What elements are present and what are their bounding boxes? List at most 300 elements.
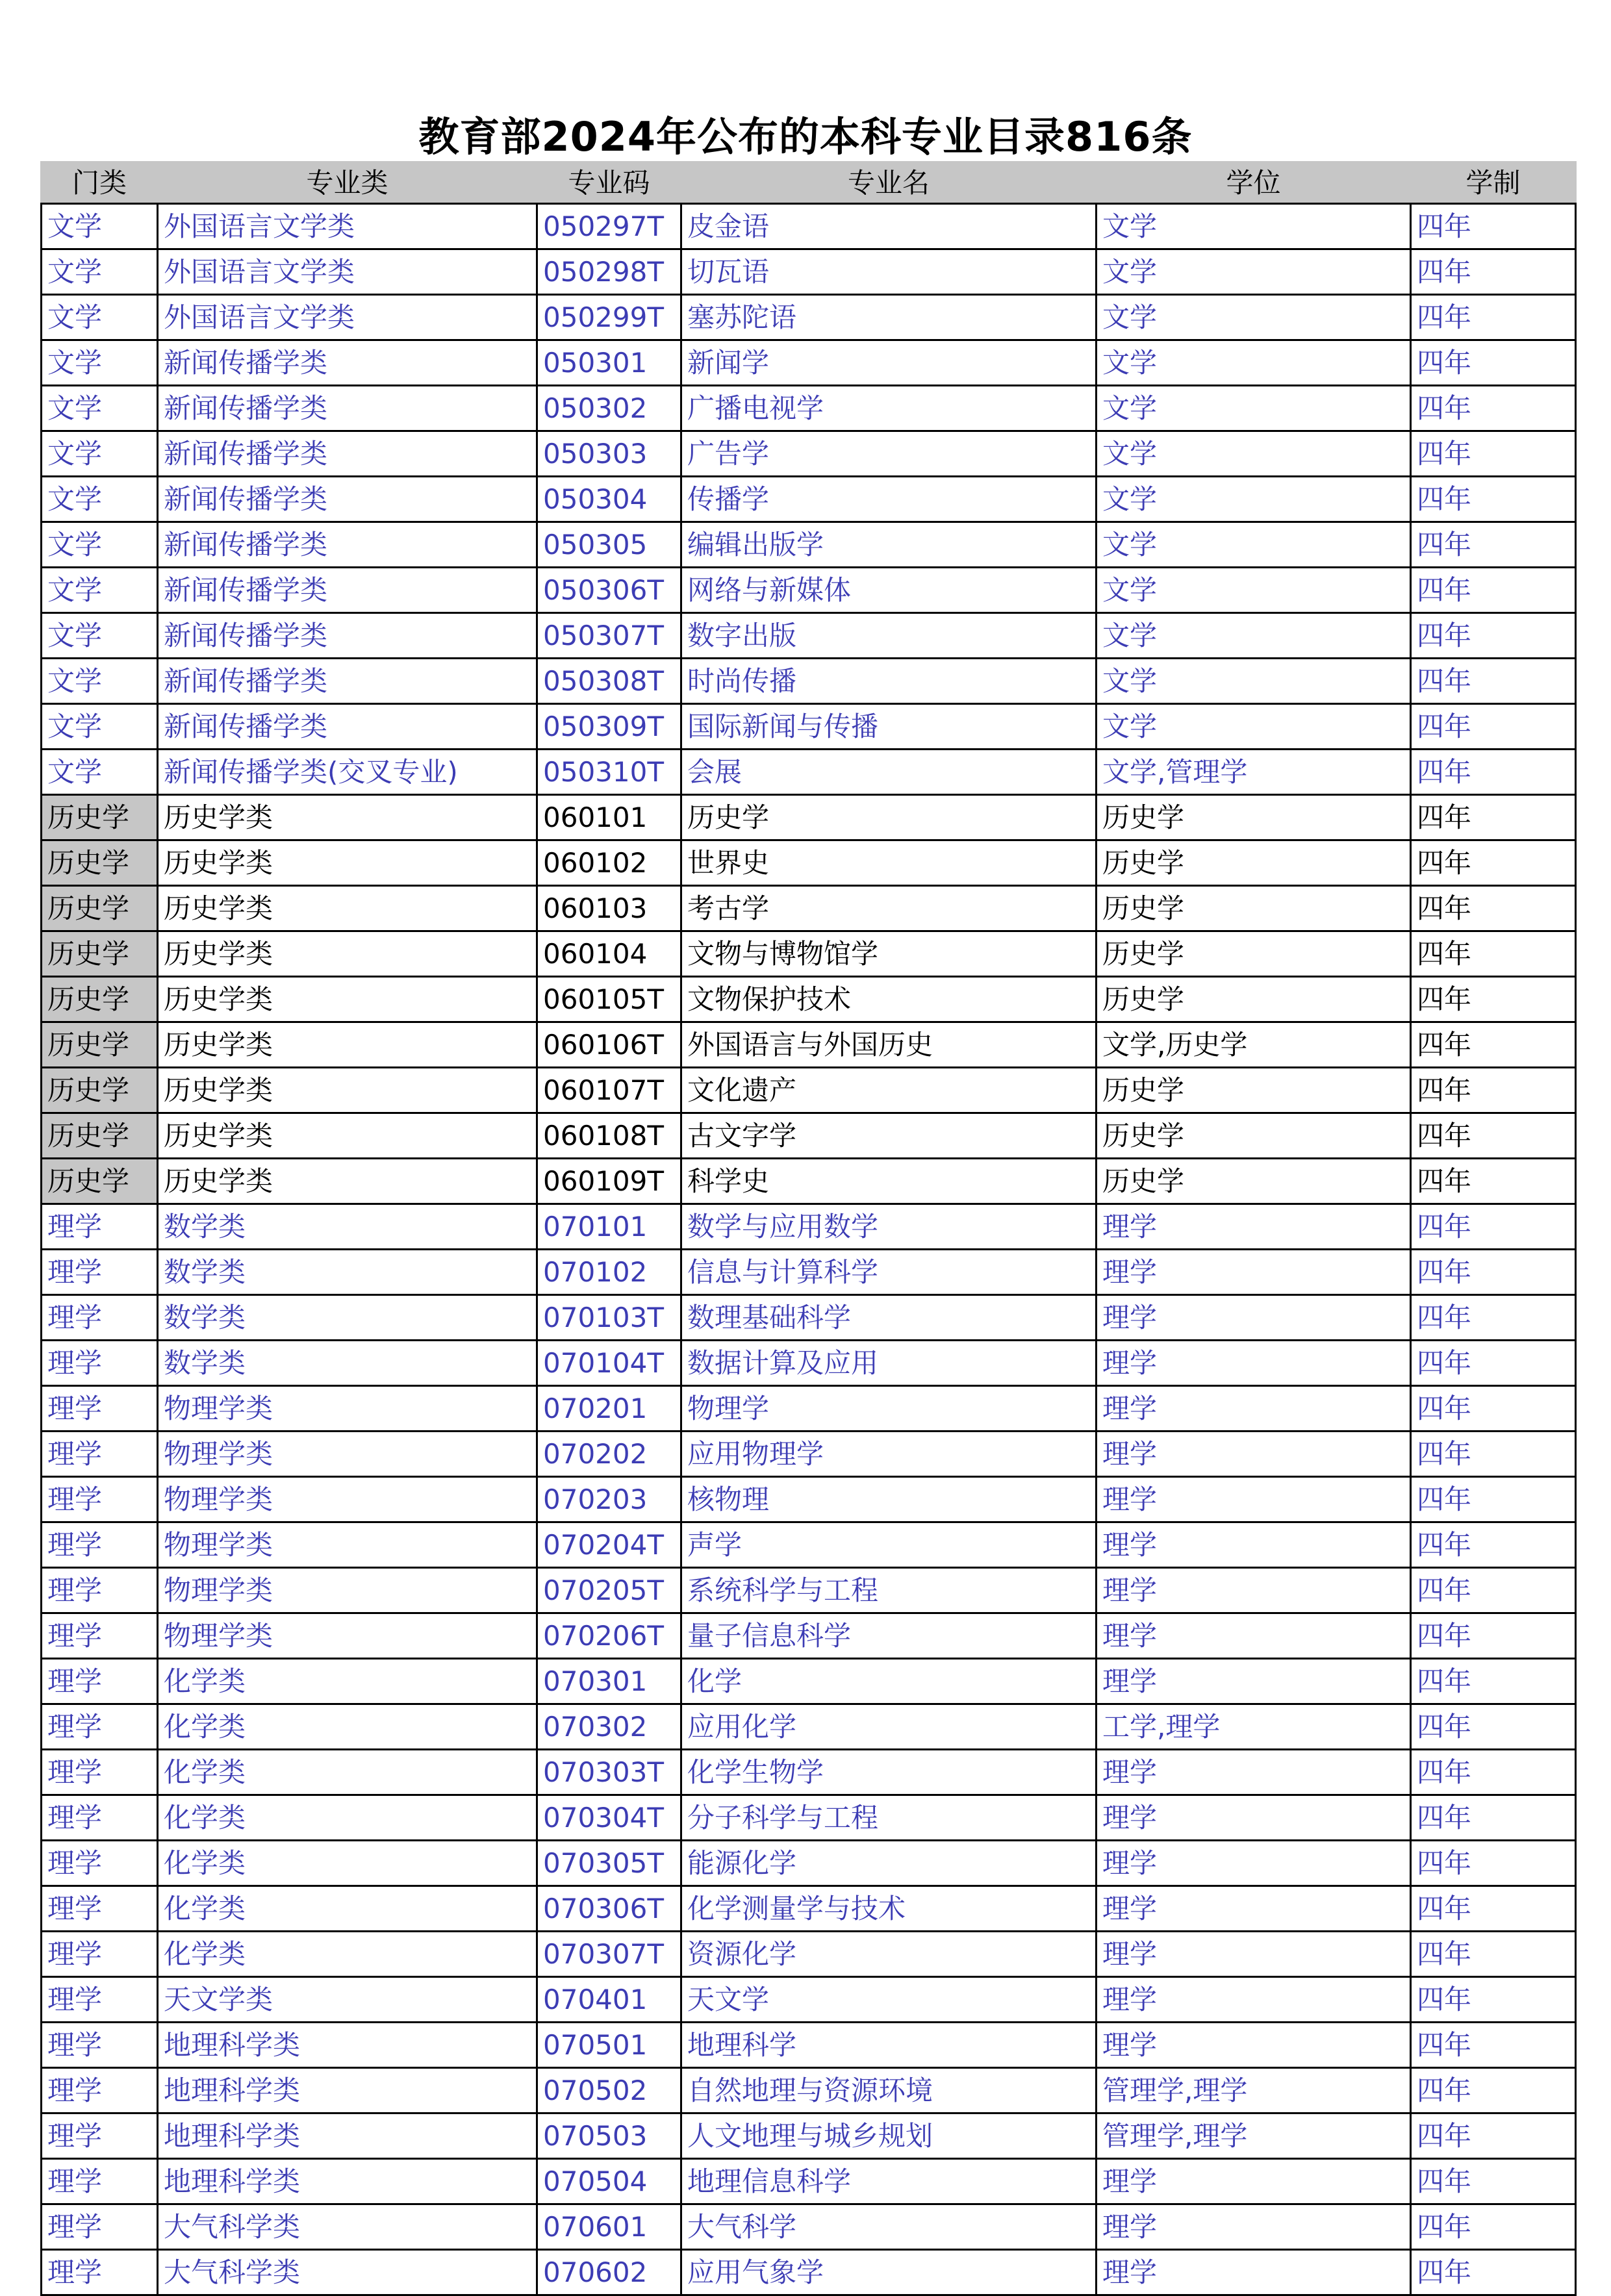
table-row bbox=[42, 1250, 1576, 1295]
cell-duration: 四年 bbox=[1411, 2159, 1576, 2204]
cell-name: 数理基础科学 bbox=[681, 1295, 1097, 1341]
cell-duration: 四年 bbox=[1411, 977, 1576, 1022]
cell-code: 070205T bbox=[537, 1568, 681, 1613]
cell-category: 理学 bbox=[42, 2068, 158, 2113]
cell-name: 人文地理与城乡规划 bbox=[681, 2113, 1097, 2159]
cell-name: 文物保护技术 bbox=[681, 977, 1097, 1022]
header-row bbox=[42, 161, 1576, 204]
cell-degree: 文学 bbox=[1097, 295, 1411, 340]
table-row bbox=[42, 1568, 1576, 1613]
cell-category: 理学 bbox=[42, 1386, 158, 1432]
cell-name: 化学 bbox=[681, 1659, 1097, 1704]
cell-degree: 理学 bbox=[1097, 1795, 1411, 1841]
cell-group: 地理科学类 bbox=[158, 2159, 537, 2204]
cell-duration: 四年 bbox=[1411, 1795, 1576, 1841]
cell-name: 地理信息科学 bbox=[681, 2159, 1097, 2204]
cell-group: 新闻传播学类 bbox=[158, 613, 537, 659]
cell-code: 070502 bbox=[537, 2068, 681, 2113]
cell-name: 皮金语 bbox=[681, 204, 1097, 249]
cell-category: 文学 bbox=[42, 704, 158, 750]
cell-category: 历史学 bbox=[42, 1159, 158, 1204]
cell-degree: 文学 bbox=[1097, 249, 1411, 295]
cell-group: 新闻传播学类 bbox=[158, 704, 537, 750]
cell-name: 新闻学 bbox=[681, 340, 1097, 386]
cell-duration: 四年 bbox=[1411, 522, 1576, 568]
table-row bbox=[42, 1795, 1576, 1841]
cell-degree: 历史学 bbox=[1097, 1113, 1411, 1159]
cell-code: 060109T bbox=[537, 1159, 681, 1204]
cell-group: 物理学类 bbox=[158, 1477, 537, 1522]
cell-duration: 四年 bbox=[1411, 2204, 1576, 2250]
cell-group: 新闻传播学类 bbox=[158, 386, 537, 431]
cell-group: 数学类 bbox=[158, 1341, 537, 1386]
table-row bbox=[42, 1659, 1576, 1704]
cell-code: 050302 bbox=[537, 386, 681, 431]
cell-group: 化学类 bbox=[158, 1750, 537, 1795]
cell-group: 历史学类 bbox=[158, 886, 537, 931]
cell-category: 历史学 bbox=[42, 1113, 158, 1159]
table-row bbox=[42, 431, 1576, 477]
cell-duration: 四年 bbox=[1411, 2113, 1576, 2159]
cell-name: 会展 bbox=[681, 750, 1097, 795]
cell-degree: 理学 bbox=[1097, 1841, 1411, 1886]
cell-category: 历史学 bbox=[42, 977, 158, 1022]
table-row bbox=[42, 840, 1576, 886]
cell-category: 文学 bbox=[42, 295, 158, 340]
cell-group: 化学类 bbox=[158, 1886, 537, 1932]
cell-duration: 四年 bbox=[1411, 568, 1576, 613]
cell-group: 新闻传播学类 bbox=[158, 659, 537, 704]
cell-code: 070203 bbox=[537, 1477, 681, 1522]
table-row bbox=[42, 659, 1576, 704]
cell-degree: 理学 bbox=[1097, 1522, 1411, 1568]
cell-group: 化学类 bbox=[158, 1704, 537, 1750]
cell-group: 地理科学类 bbox=[158, 2023, 537, 2068]
table-row bbox=[42, 2023, 1576, 2068]
cell-code: 070401 bbox=[537, 1977, 681, 2023]
cell-degree: 理学 bbox=[1097, 1659, 1411, 1704]
cell-code: 070102 bbox=[537, 1250, 681, 1295]
cell-degree: 理学 bbox=[1097, 1386, 1411, 1432]
cell-name: 化学生物学 bbox=[681, 1750, 1097, 1795]
cell-code: 070303T bbox=[537, 1750, 681, 1795]
cell-category: 理学 bbox=[42, 2113, 158, 2159]
cell-name: 历史学 bbox=[681, 795, 1097, 840]
cell-name: 应用物理学 bbox=[681, 1432, 1097, 1477]
table-row bbox=[42, 2159, 1576, 2204]
cell-duration: 四年 bbox=[1411, 1568, 1576, 1613]
cell-degree: 理学 bbox=[1097, 1613, 1411, 1659]
cell-code: 050299T bbox=[537, 295, 681, 340]
cell-duration: 四年 bbox=[1411, 659, 1576, 704]
cell-degree: 理学 bbox=[1097, 2250, 1411, 2295]
cell-category: 理学 bbox=[42, 1704, 158, 1750]
cell-group: 外国语言文学类 bbox=[158, 295, 537, 340]
cell-category: 文学 bbox=[42, 204, 158, 249]
cell-category: 文学 bbox=[42, 431, 158, 477]
table-row bbox=[42, 295, 1576, 340]
cell-group: 新闻传播学类(交叉专业) bbox=[158, 750, 537, 795]
cell-name: 数学与应用数学 bbox=[681, 1204, 1097, 1250]
cell-degree: 历史学 bbox=[1097, 795, 1411, 840]
cell-duration: 四年 bbox=[1411, 1522, 1576, 1568]
cell-name: 文物与博物馆学 bbox=[681, 931, 1097, 977]
cell-name: 声学 bbox=[681, 1522, 1097, 1568]
cell-degree: 理学 bbox=[1097, 1295, 1411, 1341]
cell-group: 新闻传播学类 bbox=[158, 477, 537, 522]
cell-duration: 四年 bbox=[1411, 1022, 1576, 1068]
cell-name: 塞苏陀语 bbox=[681, 295, 1097, 340]
cell-degree: 理学 bbox=[1097, 2023, 1411, 2068]
table-row bbox=[42, 2250, 1576, 2295]
cell-duration: 四年 bbox=[1411, 1886, 1576, 1932]
cell-code: 060106T bbox=[537, 1022, 681, 1068]
cell-group: 化学类 bbox=[158, 1659, 537, 1704]
cell-category: 理学 bbox=[42, 1477, 158, 1522]
cell-duration: 四年 bbox=[1411, 1659, 1576, 1704]
cell-code: 050301 bbox=[537, 340, 681, 386]
cell-group: 新闻传播学类 bbox=[158, 522, 537, 568]
cell-duration: 四年 bbox=[1411, 1204, 1576, 1250]
cell-degree: 理学 bbox=[1097, 1250, 1411, 1295]
table-row bbox=[42, 1704, 1576, 1750]
cell-group: 地理科学类 bbox=[158, 2068, 537, 2113]
cell-name: 外国语言与外国历史 bbox=[681, 1022, 1097, 1068]
cell-duration: 四年 bbox=[1411, 2068, 1576, 2113]
cell-duration: 四年 bbox=[1411, 886, 1576, 931]
cell-name: 国际新闻与传播 bbox=[681, 704, 1097, 750]
cell-category: 理学 bbox=[42, 1568, 158, 1613]
cell-category: 理学 bbox=[42, 1204, 158, 1250]
header-code: 专业码 bbox=[537, 161, 681, 204]
cell-degree: 理学 bbox=[1097, 1977, 1411, 2023]
cell-degree: 历史学 bbox=[1097, 977, 1411, 1022]
cell-duration: 四年 bbox=[1411, 1250, 1576, 1295]
cell-degree: 文学 bbox=[1097, 613, 1411, 659]
cell-code: 070306T bbox=[537, 1886, 681, 1932]
cell-degree: 历史学 bbox=[1097, 1068, 1411, 1113]
cell-duration: 四年 bbox=[1411, 477, 1576, 522]
table-row bbox=[42, 886, 1576, 931]
cell-duration: 四年 bbox=[1411, 249, 1576, 295]
cell-category: 文学 bbox=[42, 249, 158, 295]
cell-duration: 四年 bbox=[1411, 750, 1576, 795]
cell-name: 系统科学与工程 bbox=[681, 1568, 1097, 1613]
cell-degree: 文学 bbox=[1097, 431, 1411, 477]
cell-degree: 管理学,理学 bbox=[1097, 2113, 1411, 2159]
cell-category: 理学 bbox=[42, 2159, 158, 2204]
table-row bbox=[42, 1295, 1576, 1341]
cell-duration: 四年 bbox=[1411, 2023, 1576, 2068]
cell-code: 070204T bbox=[537, 1522, 681, 1568]
cell-duration: 四年 bbox=[1411, 1841, 1576, 1886]
cell-degree: 理学 bbox=[1097, 2204, 1411, 2250]
table-row bbox=[42, 1341, 1576, 1386]
cell-name: 科学史 bbox=[681, 1159, 1097, 1204]
cell-group: 物理学类 bbox=[158, 1613, 537, 1659]
cell-degree: 管理学,理学 bbox=[1097, 2068, 1411, 2113]
cell-category: 文学 bbox=[42, 613, 158, 659]
cell-duration: 四年 bbox=[1411, 1295, 1576, 1341]
cell-group: 物理学类 bbox=[158, 1568, 537, 1613]
table-row bbox=[42, 795, 1576, 840]
table-row bbox=[42, 1750, 1576, 1795]
cell-group: 物理学类 bbox=[158, 1522, 537, 1568]
major-catalog-table bbox=[40, 161, 1577, 2296]
cell-code: 050297T bbox=[537, 204, 681, 249]
cell-name: 网络与新媒体 bbox=[681, 568, 1097, 613]
cell-degree: 历史学 bbox=[1097, 931, 1411, 977]
table-row bbox=[42, 2068, 1576, 2113]
table-row bbox=[42, 931, 1576, 977]
cell-name: 古文字学 bbox=[681, 1113, 1097, 1159]
cell-duration: 四年 bbox=[1411, 704, 1576, 750]
cell-group: 历史学类 bbox=[158, 1068, 537, 1113]
cell-group: 化学类 bbox=[158, 1932, 537, 1977]
cell-duration: 四年 bbox=[1411, 204, 1576, 249]
cell-category: 历史学 bbox=[42, 931, 158, 977]
cell-category: 理学 bbox=[42, 1750, 158, 1795]
cell-group: 大气科学类 bbox=[158, 2250, 537, 2295]
cell-category: 文学 bbox=[42, 568, 158, 613]
cell-name: 核物理 bbox=[681, 1477, 1097, 1522]
cell-code: 050298T bbox=[537, 249, 681, 295]
cell-category: 理学 bbox=[42, 1341, 158, 1386]
cell-code: 070601 bbox=[537, 2204, 681, 2250]
cell-code: 070202 bbox=[537, 1432, 681, 1477]
cell-degree: 理学 bbox=[1097, 1204, 1411, 1250]
cell-degree: 文学 bbox=[1097, 386, 1411, 431]
cell-name: 资源化学 bbox=[681, 1932, 1097, 1977]
cell-duration: 四年 bbox=[1411, 931, 1576, 977]
cell-degree: 理学 bbox=[1097, 1886, 1411, 1932]
cell-degree: 理学 bbox=[1097, 2159, 1411, 2204]
table-row bbox=[42, 1613, 1576, 1659]
cell-code: 070305T bbox=[537, 1841, 681, 1886]
table-row bbox=[42, 477, 1576, 522]
cell-group: 数学类 bbox=[158, 1295, 537, 1341]
table-row bbox=[42, 1068, 1576, 1113]
cell-name: 自然地理与资源环境 bbox=[681, 2068, 1097, 2113]
cell-code: 070307T bbox=[537, 1932, 681, 1977]
table-row bbox=[42, 704, 1576, 750]
cell-category: 理学 bbox=[42, 1250, 158, 1295]
cell-code: 050303 bbox=[537, 431, 681, 477]
cell-category: 理学 bbox=[42, 1659, 158, 1704]
cell-category: 文学 bbox=[42, 477, 158, 522]
cell-duration: 四年 bbox=[1411, 1477, 1576, 1522]
table-row bbox=[42, 1932, 1576, 1977]
cell-duration: 四年 bbox=[1411, 840, 1576, 886]
cell-duration: 四年 bbox=[1411, 1977, 1576, 2023]
table-row bbox=[42, 750, 1576, 795]
cell-degree: 历史学 bbox=[1097, 840, 1411, 886]
cell-name: 量子信息科学 bbox=[681, 1613, 1097, 1659]
cell-code: 070602 bbox=[537, 2250, 681, 2295]
cell-category: 理学 bbox=[42, 2250, 158, 2295]
cell-duration: 四年 bbox=[1411, 1613, 1576, 1659]
table-row bbox=[42, 977, 1576, 1022]
table-row bbox=[42, 249, 1576, 295]
cell-category: 文学 bbox=[42, 522, 158, 568]
cell-group: 物理学类 bbox=[158, 1432, 537, 1477]
cell-group: 地理科学类 bbox=[158, 2113, 537, 2159]
cell-category: 文学 bbox=[42, 340, 158, 386]
table-row bbox=[42, 2113, 1576, 2159]
cell-group: 天文学类 bbox=[158, 1977, 537, 2023]
header-group: 专业类 bbox=[158, 161, 537, 204]
cell-category: 理学 bbox=[42, 1613, 158, 1659]
table-row bbox=[42, 340, 1576, 386]
cell-code: 070501 bbox=[537, 2023, 681, 2068]
cell-duration: 四年 bbox=[1411, 295, 1576, 340]
cell-code: 070201 bbox=[537, 1386, 681, 1432]
cell-category: 理学 bbox=[42, 1295, 158, 1341]
cell-name: 物理学 bbox=[681, 1386, 1097, 1432]
cell-group: 历史学类 bbox=[158, 1022, 537, 1068]
cell-duration: 四年 bbox=[1411, 340, 1576, 386]
cell-name: 信息与计算科学 bbox=[681, 1250, 1097, 1295]
cell-category: 历史学 bbox=[42, 840, 158, 886]
cell-duration: 四年 bbox=[1411, 1932, 1576, 1977]
cell-duration: 四年 bbox=[1411, 1386, 1576, 1432]
cell-duration: 四年 bbox=[1411, 1068, 1576, 1113]
cell-code: 060101 bbox=[537, 795, 681, 840]
cell-name: 化学测量学与技术 bbox=[681, 1886, 1097, 1932]
cell-code: 070103T bbox=[537, 1295, 681, 1341]
cell-code: 050310T bbox=[537, 750, 681, 795]
cell-name: 世界史 bbox=[681, 840, 1097, 886]
cell-group: 历史学类 bbox=[158, 1159, 537, 1204]
cell-group: 物理学类 bbox=[158, 1386, 537, 1432]
cell-degree: 理学 bbox=[1097, 1568, 1411, 1613]
cell-code: 070101 bbox=[537, 1204, 681, 1250]
cell-category: 理学 bbox=[42, 1886, 158, 1932]
cell-degree: 理学 bbox=[1097, 1932, 1411, 1977]
cell-group: 新闻传播学类 bbox=[158, 340, 537, 386]
cell-category: 历史学 bbox=[42, 1022, 158, 1068]
cell-category: 理学 bbox=[42, 1795, 158, 1841]
cell-code: 050307T bbox=[537, 613, 681, 659]
cell-degree: 理学 bbox=[1097, 1477, 1411, 1522]
header-degree: 学位 bbox=[1097, 161, 1411, 204]
cell-code: 070104T bbox=[537, 1341, 681, 1386]
cell-code: 050306T bbox=[537, 568, 681, 613]
cell-degree: 文学 bbox=[1097, 704, 1411, 750]
cell-code: 050305 bbox=[537, 522, 681, 568]
page-title: 教育部2024年公布的本科专业目录816条 bbox=[418, 113, 1193, 160]
table-row bbox=[42, 1386, 1576, 1432]
cell-group: 大气科学类 bbox=[158, 2204, 537, 2250]
table-row bbox=[42, 1204, 1576, 1250]
cell-code: 060103 bbox=[537, 886, 681, 931]
cell-group: 新闻传播学类 bbox=[158, 568, 537, 613]
cell-degree: 文学,历史学 bbox=[1097, 1022, 1411, 1068]
cell-name: 编辑出版学 bbox=[681, 522, 1097, 568]
cell-name: 传播学 bbox=[681, 477, 1097, 522]
cell-degree: 理学 bbox=[1097, 1432, 1411, 1477]
cell-category: 理学 bbox=[42, 1841, 158, 1886]
cell-code: 050308T bbox=[537, 659, 681, 704]
cell-category: 理学 bbox=[42, 1932, 158, 1977]
header-name: 专业名 bbox=[681, 161, 1097, 204]
cell-code: 070504 bbox=[537, 2159, 681, 2204]
cell-name: 数字出版 bbox=[681, 613, 1097, 659]
cell-duration: 四年 bbox=[1411, 431, 1576, 477]
table-row bbox=[42, 386, 1576, 431]
cell-code: 060107T bbox=[537, 1068, 681, 1113]
cell-duration: 四年 bbox=[1411, 1159, 1576, 1204]
cell-group: 化学类 bbox=[158, 1795, 537, 1841]
cell-duration: 四年 bbox=[1411, 386, 1576, 431]
cell-degree: 文学 bbox=[1097, 477, 1411, 522]
cell-code: 070302 bbox=[537, 1704, 681, 1750]
header-category: 门类 bbox=[42, 161, 158, 204]
cell-group: 化学类 bbox=[158, 1841, 537, 1886]
cell-duration: 四年 bbox=[1411, 613, 1576, 659]
cell-degree: 文学,管理学 bbox=[1097, 750, 1411, 795]
cell-degree: 历史学 bbox=[1097, 886, 1411, 931]
table-row bbox=[42, 1477, 1576, 1522]
cell-group: 新闻传播学类 bbox=[158, 431, 537, 477]
cell-degree: 工学,理学 bbox=[1097, 1704, 1411, 1750]
cell-code: 070301 bbox=[537, 1659, 681, 1704]
cell-name: 广播电视学 bbox=[681, 386, 1097, 431]
cell-name: 切瓦语 bbox=[681, 249, 1097, 295]
table-row bbox=[42, 1886, 1576, 1932]
cell-duration: 四年 bbox=[1411, 1113, 1576, 1159]
cell-group: 数学类 bbox=[158, 1204, 537, 1250]
cell-degree: 历史学 bbox=[1097, 1159, 1411, 1204]
cell-category: 文学 bbox=[42, 659, 158, 704]
cell-category: 理学 bbox=[42, 2023, 158, 2068]
cell-degree: 文学 bbox=[1097, 522, 1411, 568]
cell-degree: 文学 bbox=[1097, 568, 1411, 613]
table-row bbox=[42, 1977, 1576, 2023]
cell-category: 理学 bbox=[42, 1432, 158, 1477]
cell-code: 050304 bbox=[537, 477, 681, 522]
cell-name: 广告学 bbox=[681, 431, 1097, 477]
cell-degree: 理学 bbox=[1097, 1341, 1411, 1386]
cell-group: 历史学类 bbox=[158, 931, 537, 977]
cell-degree: 文学 bbox=[1097, 204, 1411, 249]
cell-duration: 四年 bbox=[1411, 795, 1576, 840]
table-body bbox=[42, 204, 1576, 2295]
cell-name: 考古学 bbox=[681, 886, 1097, 931]
cell-name: 地理科学 bbox=[681, 2023, 1097, 2068]
cell-code: 050309T bbox=[537, 704, 681, 750]
cell-category: 历史学 bbox=[42, 886, 158, 931]
cell-duration: 四年 bbox=[1411, 2250, 1576, 2295]
cell-name: 时尚传播 bbox=[681, 659, 1097, 704]
table-row bbox=[42, 1022, 1576, 1068]
cell-name: 天文学 bbox=[681, 1977, 1097, 2023]
table-row bbox=[42, 1159, 1576, 1204]
cell-name: 大气科学 bbox=[681, 2204, 1097, 2250]
cell-name: 能源化学 bbox=[681, 1841, 1097, 1886]
cell-code: 060108T bbox=[537, 1113, 681, 1159]
cell-category: 理学 bbox=[42, 1977, 158, 2023]
cell-group: 外国语言文学类 bbox=[158, 249, 537, 295]
cell-code: 060105T bbox=[537, 977, 681, 1022]
cell-group: 历史学类 bbox=[158, 840, 537, 886]
cell-degree: 理学 bbox=[1097, 1750, 1411, 1795]
cell-name: 数据计算及应用 bbox=[681, 1341, 1097, 1386]
cell-code: 060102 bbox=[537, 840, 681, 886]
cell-duration: 四年 bbox=[1411, 1704, 1576, 1750]
table-row bbox=[42, 1432, 1576, 1477]
cell-code: 060104 bbox=[537, 931, 681, 977]
